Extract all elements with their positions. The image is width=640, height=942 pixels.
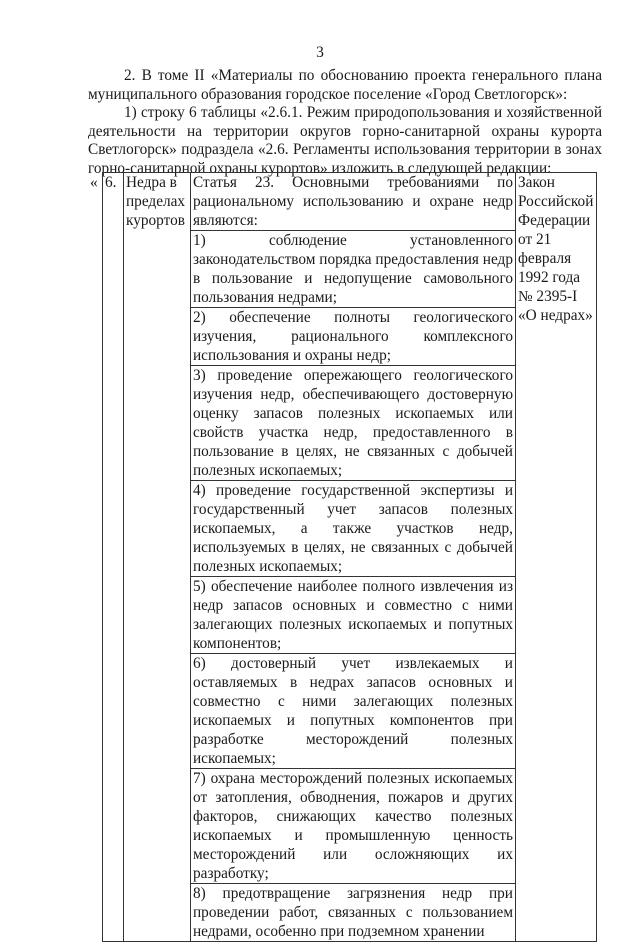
requirement-item: 8) предотвращение загрязнения недр при проведении работ, связанных с пользованием недрами, особенно при подземном хранении	[193, 885, 513, 940]
row-requirements-cell	[191, 173, 516, 942]
requirement-item: 2) обеспечение полноты геологического изучения, рационального комплексного использования и охраны недр;	[193, 309, 513, 364]
requirement-item: 6) достоверный учет извлекаемых и оставляемых в недрах запасов основных и совместно с ними залегающих полезных ископаемых и попутных компонентов при разработке месторождений полезных ископаемых;	[193, 655, 513, 767]
intro-paragraph-1: 2. В томе II «Материалы по обоснованию проекта генерального плана муниципального образования городское поселение «Город Светлогорск»:	[88, 67, 602, 103]
row-number-cell: 6.	[103, 173, 124, 942]
open-quote-mark: «	[90, 174, 98, 191]
requirement-item: 3) проведение опережающего геологического изучения недр, обеспечивающего достоверную оценку запасов полезных ископаемых или свойств участка недр, предоставленного в пользование в целях, не связанных с добычей полезных ископаемых;	[193, 367, 513, 479]
requirement-item: 7) охрана месторождений полезных ископаемых от затопления, обводнения, пожаров и других факторов, снижающих качество полезных ископаемых и промышленную ценность месторождений или осложняющих их разработку;	[193, 770, 513, 882]
regime-table	[102, 172, 597, 942]
row-subject-cell: Недра в пределах курортов	[124, 173, 191, 942]
requirement-item: 5) обеспечение наиболее полного извлечения из недр запасов основных и совместно с ними залегающих полезных ископаемых и попутных компонентов;	[193, 578, 513, 652]
intro-paragraph-2: 1) строку 6 таблицы «2.6.1. Режим природопользования и хозяйственной деятельности на территории округов горно-санитарной охраны курорта Светлогорск» подраздела «2.6. Регламенты использования территории в зонах горно-санитарной охраны курортов» изложить в следующей редакции:	[88, 104, 602, 177]
row-source-cell: Закон Российской Федерации от 21 февраля 1992 года № 2395-I «О недрах»	[516, 173, 597, 942]
requirement-item: 4) проведение государственной экспертизы и государственный учет запасов полезных ископаемых, а также участков недр, используемых в целях, не связанных с добычей полезных ископаемых;	[193, 482, 513, 575]
requirement-item: Статья 23. Основными требованиями по рациональному использованию и охране недр являются:	[193, 174, 513, 229]
page-number: 3	[316, 44, 324, 61]
table-row	[103, 173, 597, 942]
requirement-item: 1) соблюдение установленного законодательством порядка предоставления недр в пользование и недопущение самовольного пользования недрами;	[193, 232, 513, 306]
intro-text	[88, 67, 602, 178]
